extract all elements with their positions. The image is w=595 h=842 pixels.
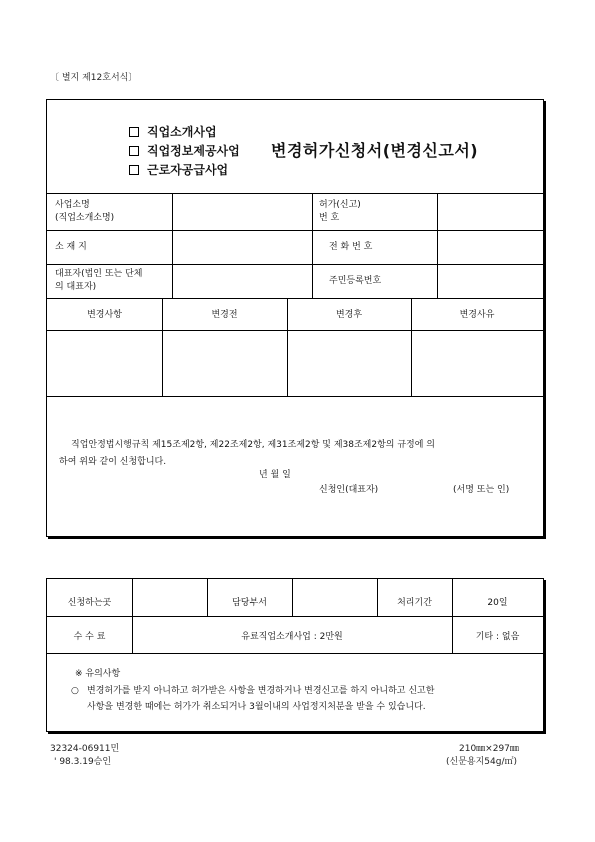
business-name-label: 사업소명 (직업소개소명) — [55, 200, 115, 223]
option-labor-supply[interactable] — [129, 161, 228, 178]
before-change-header: 변경전 — [211, 310, 238, 320]
option-label: 근로자공급사업 — [147, 163, 229, 177]
option-label: 직업정보제공사업 — [147, 144, 240, 158]
permit-number-label: 허가(신고) 번 호 — [319, 200, 361, 223]
divider — [47, 616, 543, 617]
phone-label: 전 화 번 호 — [329, 242, 373, 252]
office-label: 신청하는곳 — [67, 598, 112, 608]
representative-field[interactable] — [173, 265, 311, 297]
department-label: 담당부서 — [232, 598, 267, 608]
paper-size: 210㎜×297㎜ — [459, 744, 519, 754]
change-item-field[interactable] — [48, 331, 161, 395]
checkbox-icon[interactable] — [129, 165, 139, 175]
resident-number-field[interactable] — [438, 265, 542, 297]
divider — [47, 298, 543, 299]
divider — [312, 193, 313, 298]
form-title: 변경허가신청서(변경신고서) — [271, 141, 479, 160]
paper-type: (신문용지54g/㎡) — [446, 757, 517, 767]
change-item-header: 변경사항 — [87, 310, 122, 320]
fee-label: 수 수 료 — [73, 632, 106, 642]
notes-text-line1: 변경허가를 받지 아니하고 허가받은 사항을 변경하거나 변경신고를 하지 아니하고 신고한 — [87, 686, 435, 696]
date-line: 년 월 일 — [259, 470, 291, 480]
office-field[interactable] — [133, 580, 206, 615]
approval-date: ' 98.3.19승인 — [54, 757, 112, 767]
checkbox-icon[interactable] — [129, 146, 139, 156]
divider — [47, 653, 543, 654]
notes-heading: ※ 유의사항 — [75, 669, 121, 679]
after-change-header: 변경후 — [335, 310, 363, 320]
phone-field[interactable] — [438, 231, 542, 263]
period-label: 처리기간 — [397, 598, 432, 608]
address-label: 소 재 지 — [55, 242, 87, 252]
form-number-label: 〔 별지 제12호서식〕 — [50, 73, 138, 83]
option-employment-agency[interactable] — [129, 123, 217, 140]
option-label: 직업소개사업 — [147, 125, 217, 139]
signature-label: (서명 또는 인) — [453, 485, 510, 495]
bullet-icon: ○ — [71, 686, 79, 696]
applicant-label: 신청인(대표자) — [319, 485, 379, 495]
permit-number-field[interactable] — [438, 194, 542, 229]
fee-value: 유료직업소개사업 : 2만원 — [241, 632, 343, 642]
application-form — [46, 99, 544, 537]
processing-info-box — [46, 578, 544, 732]
address-field[interactable] — [173, 231, 311, 263]
change-reason-header: 변경사유 — [459, 310, 495, 320]
divider — [47, 396, 543, 397]
resident-number-label: 주민등록번호 — [329, 276, 382, 286]
checkbox-icon[interactable] — [129, 127, 139, 137]
representative-label: 대표자(법인 또는 단체 의 대표자) — [55, 269, 143, 292]
notes-text-line2: 사항을 변경한 때에는 허가가 취소되거나 3월이내의 사업정지처분을 받을 수 있습니다. — [87, 702, 426, 712]
before-change-field[interactable] — [163, 331, 286, 395]
fee-other: 기타 : 없음 — [475, 632, 520, 642]
option-job-info[interactable] — [129, 142, 240, 159]
business-name-field[interactable] — [173, 194, 311, 229]
declaration-text-line1: 직업안정법시행규칙 제15조제2항, 제22조제2항, 제31조제2항 및 제38조제2항의 규정에 의 — [71, 440, 435, 450]
department-field[interactable] — [293, 580, 376, 615]
period-value: 20일 — [487, 598, 508, 608]
declaration-text-line2: 하여 위와 같이 신청합니다. — [59, 457, 167, 467]
change-reason-field[interactable] — [412, 331, 542, 395]
form-code: 32324-06911민 — [50, 744, 120, 754]
after-change-field[interactable] — [288, 331, 410, 395]
